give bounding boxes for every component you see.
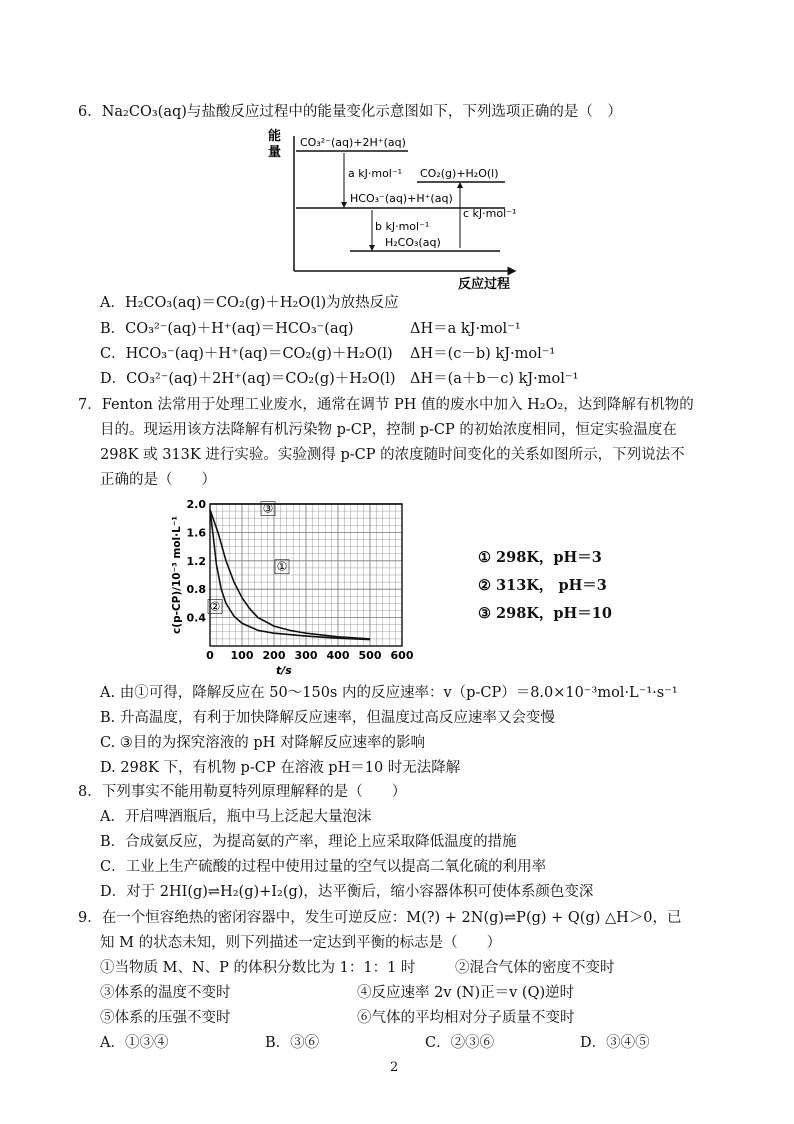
q9-cond-2: ②混合气体的密度不变时	[455, 960, 615, 976]
q8-option-a: A．开启啤酒瓶后，瓶中马上泛起大量泡沫	[100, 809, 372, 825]
series-line-1	[210, 510, 370, 639]
q7-stem-line2: 目的。现运用该方法降解有机污染物 p-CP，控制 p-CP 的初始浓度相同，恒定实验温度在	[100, 422, 677, 438]
q9-cond-1: ①当物质 M、N、P 的体积分数比为 1：1：1 时	[100, 960, 416, 976]
x-tick-label: 500	[358, 649, 382, 662]
y-tick-label: 2.0	[186, 498, 206, 511]
q9-choice-d: D．③④⑤	[580, 1035, 650, 1051]
q7-stem-line4: 正确的是（ ）	[100, 472, 216, 488]
legend-1: ① 298K，pH＝3	[478, 549, 602, 566]
series-line-2	[210, 510, 370, 640]
legend-2: ② 313K， pH＝3	[478, 577, 607, 594]
energy-axis-char2: 量	[268, 145, 282, 160]
process-axis-label: 反应过程	[458, 277, 511, 292]
arrow-b-label: b kJ·mol⁻¹	[375, 220, 430, 233]
arrow-c-label: c kJ·mol⁻¹	[463, 207, 517, 220]
q9-cond-5: ⑤体系的压强不变时	[100, 1010, 231, 1026]
q7-stem-line3: 298K 或 313K 进行实验。实验测得 p-CP 的浓度随时间变化的关系如图所示，下列说法不	[100, 447, 685, 463]
level-bottom-label: H₂CO₃(aq)	[385, 236, 441, 249]
concentration-chart	[160, 490, 420, 685]
q6-option-b: B．CO₃²⁻(aq)＋H⁺(aq)＝HCO₃⁻(aq)	[100, 321, 354, 337]
level-top-label: CO₃²⁻(aq)+2H⁺(aq)	[300, 136, 406, 149]
q8-option-c: C．工业上生产硫酸的过程中使用过量的空气以提高二氧化硫的利用率	[100, 859, 547, 875]
y-tick-label: 0.4	[186, 611, 206, 625]
q7-option-a: A. 由①可得，降解反应在 50～150s 内的反应速率：v（p-CP）＝8.0×10⁻³mol·L⁻¹·s⁻¹	[100, 685, 678, 701]
energy-axis-char1: 能	[268, 129, 282, 144]
q8-option-d: D．对于 2HI(g)⇌H₂(g)+I₂(g)，达平衡后，缩小容器体积可使体系颜色变深	[100, 884, 594, 900]
y-tick-label: 1.6	[186, 526, 206, 540]
series-1-marker: ①	[276, 559, 288, 574]
q9-cond-6: ⑥气体的平均相对分子质量不变时	[357, 1010, 575, 1026]
x-tick-label: 200	[262, 649, 286, 662]
legend-3: ③ 298K，pH＝10	[478, 605, 612, 622]
y-tick-label: 0.8	[186, 583, 206, 597]
q6-option-c: C．HCO₃⁻(aq)＋H⁺(aq)＝CO₂(g)＋H₂O(l)	[100, 346, 393, 362]
x-axis-label: t/s	[276, 664, 292, 677]
q7-option-b: B. 升高温度，有利于加快降解反应速率，但温度过高反应速率又会变慢	[100, 710, 555, 726]
energy-diagram	[260, 126, 530, 294]
y-axis-label: c(p-CP)/10⁻³ mol·L⁻¹	[171, 516, 183, 634]
q8-option-b: B．合成氨反应，为提高氨的产率，理论上应采取降低温度的措施	[100, 834, 517, 850]
series-2-marker: ②	[209, 599, 221, 614]
q9-choice-a: A．①③④	[100, 1035, 169, 1051]
q7-option-d: D. 298K 下，有机物 p-CP 在溶液 pH＝10 时无法降解	[100, 760, 461, 776]
x-tick-label: 300	[294, 649, 318, 662]
q9-choice-b: B．③⑥	[265, 1035, 320, 1051]
page-number: 2	[390, 1060, 399, 1075]
y-tick-label: 1.2	[186, 554, 206, 568]
q9-cond-4: ④反应速率 2v (N)正＝v (Q)逆时	[357, 985, 575, 1001]
q6-option-d: D．CO₃²⁻(aq)＋2H⁺(aq)＝CO₂(g)＋H₂O(l)	[100, 371, 396, 387]
q9-stem-line2: 知 M 的状态未知，则下列描述一定达到平衡的标志是（ ）	[100, 935, 502, 951]
level-right-label: CO₂(g)+H₂O(l)	[420, 167, 499, 180]
x-tick-label: 400	[326, 649, 350, 662]
q6-stem: 6．Na₂CO₃(aq)与盐酸反应过程中的能量变化示意图如下，下列选项正确的是（ ）	[78, 104, 622, 120]
q6-option-b-dh: ΔH＝a kJ·mol⁻¹	[410, 321, 521, 337]
q6-option-a: A．H₂CO₃(aq)＝CO₂(g)＋H₂O(l)为放热反应	[100, 295, 399, 311]
q8-stem: 8．下列事实不能用勒夏特列原理解释的是（ ）	[78, 784, 407, 800]
x-tick-label: 0	[206, 649, 214, 662]
level-mid-label: HCO₃⁻(aq)+H⁺(aq)	[350, 192, 453, 205]
x-tick-label: 100	[230, 649, 254, 662]
q6-option-d-dh: ΔH＝(a＋b－c) kJ·mol⁻¹	[410, 371, 579, 387]
x-tick-label: 600	[390, 649, 414, 662]
q9-cond-3: ③体系的温度不变时	[100, 985, 231, 1001]
arrow-a-label: a kJ·mol⁻¹	[348, 167, 403, 180]
q6-option-c-dh: ΔH＝(c－b) kJ·mol⁻¹	[410, 346, 556, 362]
q7-option-c: C. ③目的为探究溶液的 pH 对降解反应速率的影响	[100, 735, 425, 751]
series-3-marker: ③	[262, 501, 274, 516]
q9-stem-line1: 9．在一个恒容绝热的密闭容器中，发生可逆反应：M(?) + 2N(g)⇌P(g) + Q(g) △H＞0，已	[78, 910, 682, 926]
q7-stem-line1: 7．Fenton 法常用于处理工业废水，通常在调节 PH 值的废水中加入 H₂O₂，达到降解有机物的	[78, 397, 694, 413]
q9-choice-c: C．②③⑥	[425, 1035, 495, 1051]
